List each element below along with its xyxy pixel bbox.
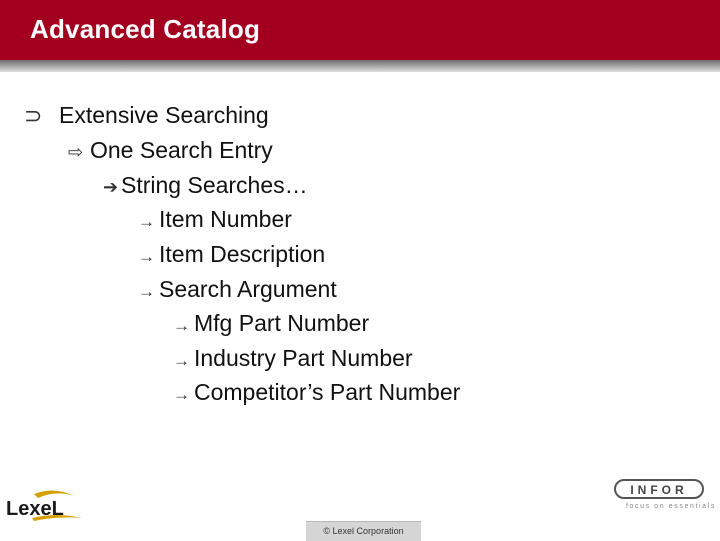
bullet-level4-text: Search Argument: [159, 276, 337, 302]
bullet-level4-text: Item Number: [159, 206, 292, 232]
bullet-level3-icon: ➔: [103, 177, 119, 197]
bullet-level5-text: Industry Part Number: [194, 345, 413, 371]
arrow-icon: →: [138, 247, 155, 266]
infor-tagline: focus on essentials: [626, 503, 716, 510]
title-underline: [0, 60, 720, 72]
bullet-level3-text: String Searches…: [121, 172, 308, 198]
bullet-level4-item: [138, 241, 325, 270]
bullet-level1: [24, 102, 269, 129]
title-bar: [0, 0, 720, 60]
bullet-level5-text: Competitor’s Part Number: [194, 379, 461, 405]
lexel-logo: [4, 488, 104, 522]
arrow-icon: →: [173, 351, 190, 370]
bullet-level3: [103, 172, 308, 200]
infor-logo: [612, 476, 706, 516]
bullet-level4-item: [138, 206, 292, 235]
arrow-icon: →: [173, 385, 190, 404]
bullet-level5-item: [173, 379, 460, 408]
bullet-level5-item: [173, 310, 369, 339]
bullet-level1-icon: ⊃: [24, 103, 43, 128]
arrow-icon: →: [173, 316, 190, 335]
lexel-logo-text: LexeL: [6, 498, 64, 520]
footer-copyright: © Lexel Corporation: [306, 521, 421, 541]
bullet-level2: [68, 137, 273, 165]
bullet-level1-text: Extensive Searching: [59, 102, 269, 128]
bullet-level4-text: Item Description: [159, 241, 326, 267]
arrow-icon: →: [138, 282, 155, 301]
bullet-level2-icon: ⇨: [68, 142, 84, 162]
infor-logo-text: INFOR: [630, 483, 688, 497]
logo-swoosh-icon: [34, 490, 74, 498]
bullet-level4-item: [138, 276, 337, 305]
bullet-level5-text: Mfg Part Number: [194, 310, 370, 336]
slide-title: Advanced Catalog: [30, 14, 261, 44]
bullet-level2-text: One Search Entry: [90, 137, 273, 163]
bullet-level5-item: [173, 345, 413, 374]
arrow-icon: →: [138, 212, 155, 231]
